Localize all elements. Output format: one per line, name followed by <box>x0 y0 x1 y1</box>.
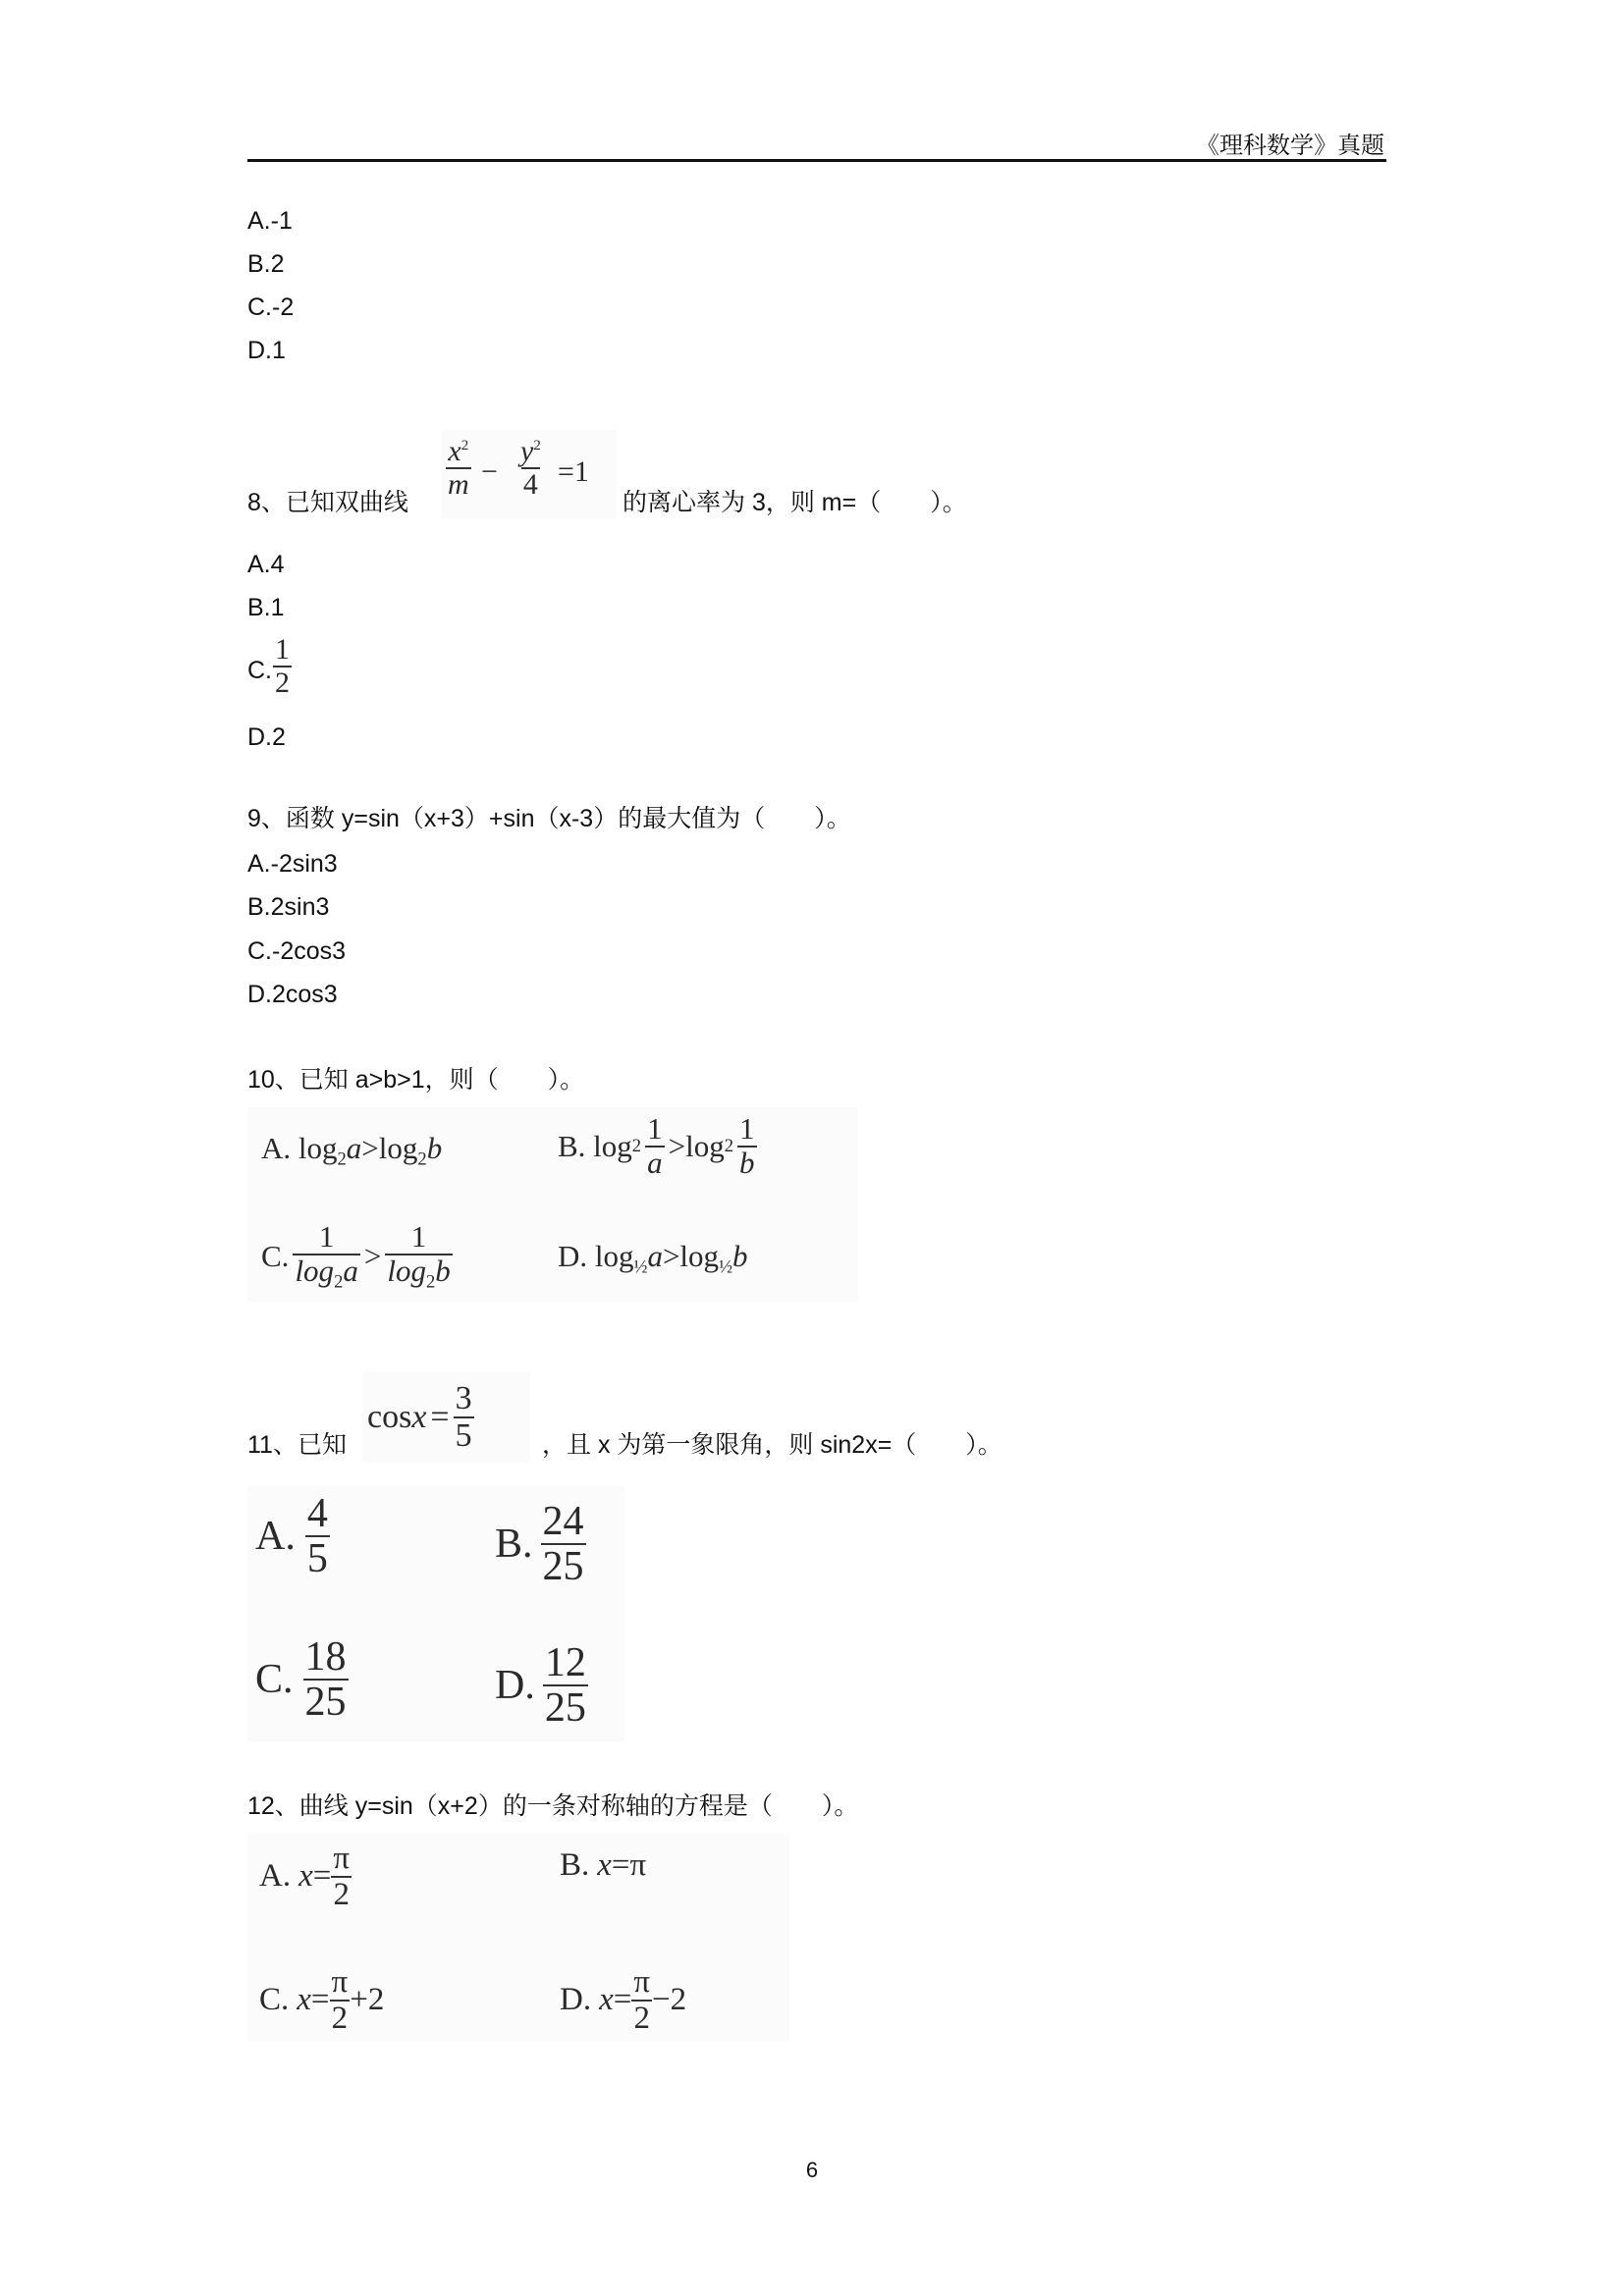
q8-stem-prefix: 8、已知双曲线 <box>247 489 408 516</box>
q10-option-a: A. $\log_2a>\log_2b$ <box>261 1131 443 1170</box>
q11-option-c: C. $\frac{18}{25}$ <box>255 1634 347 1726</box>
q8-option-a: A.4 <box>247 551 285 578</box>
q10-options-image <box>247 1107 858 1302</box>
q9-option-b: B.2sin3 <box>247 893 330 921</box>
q10-stem: 10、已知 a>b>1，则（ ）。 <box>247 1066 585 1094</box>
q7-option-d: D.1 <box>247 337 286 364</box>
q9-option-c: C.-2cos3 <box>247 937 347 965</box>
q8-option-d: D.2 <box>247 723 286 751</box>
q11-options-image <box>247 1486 624 1741</box>
q11-option-a: A. $\frac{4}{5}$ <box>255 1491 328 1582</box>
q7-option-a: A.-1 <box>247 207 293 235</box>
q9-stem: 9、函数 y=sin（x+3）+sin（x-3）的最大值为（ ）。 <box>247 805 851 832</box>
q12-option-c: C. x = $\frac{\pi}{2}$ +2 <box>259 1964 385 2036</box>
q8-stem-suffix: 的离心率为 3，则 m=（ ）。 <box>623 489 967 516</box>
q11-cos-formula: cos x = $\frac{3}{5}$ <box>363 1372 530 1463</box>
q10-option-c: C. $\frac{1}{\log_2a}$ > $\frac{1}{\log_2b}$ <box>261 1219 451 1293</box>
q12-option-a: A. x = $\frac{\pi}{2}$ <box>259 1841 351 1912</box>
q11-stem-suffix: ，且 x 为第一象限角，则 sin2x=（ ）。 <box>542 1431 1002 1459</box>
header-rule <box>247 159 1386 162</box>
q10-option-b: B. log 2 $\frac{1}{a}$ >log 2 $\frac{1}{b}$ <box>558 1111 755 1180</box>
q11-option-d: D. $\frac{12}{25}$ <box>495 1640 586 1732</box>
q8-option-c-fraction: $\frac{1}{2}$ <box>275 633 290 699</box>
q8-option-b: B.1 <box>247 594 285 621</box>
q7-option-b: B.2 <box>247 250 285 278</box>
q8-hyperbola-formula: $\frac{x^2}{m}$ − $\frac{y^2}{4}$ =1 <box>442 430 617 518</box>
q12-option-d: D. x = $\frac{\pi}{2}$ −2 <box>560 1964 687 2036</box>
q11-option-b: B. $\frac{24}{25}$ <box>495 1499 584 1590</box>
q12-options-image <box>247 1834 789 2042</box>
page-header-title: 《理科数学》真题 <box>1196 132 1384 159</box>
q12-stem: 12、曲线 y=sin（x+2）的一条对称轴的方程是（ ）。 <box>247 1792 859 1820</box>
q10-option-d: D. $\log_{\frac{1}{2}}a>\log_{\frac{1}{2}}b$ <box>558 1239 748 1278</box>
q12-option-b: B. x=π <box>560 1847 647 1883</box>
q8-option-c-label: C. <box>247 657 272 684</box>
q9-option-a: A.-2sin3 <box>247 850 338 878</box>
q7-option-c: C.-2 <box>247 294 295 321</box>
q9-option-d: D.2cos3 <box>247 981 338 1008</box>
page-number: 6 <box>805 2158 819 2182</box>
q11-stem-prefix: 11、已知 <box>247 1431 347 1459</box>
